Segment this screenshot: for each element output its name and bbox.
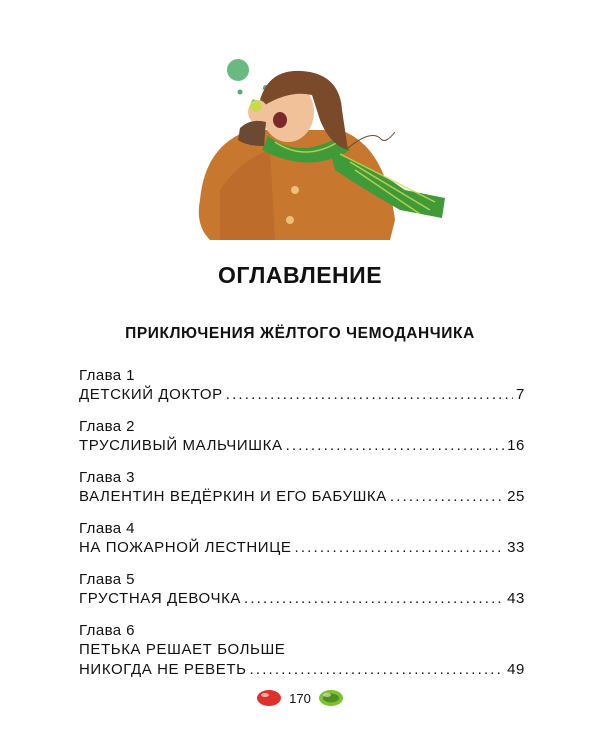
toc-entry [79, 519, 525, 558]
section-title: ПРИКЛЮЧЕНИЯ ЖЁЛТОГО ЧЕМОДАНЧИКА [125, 325, 475, 342]
green-candy-icon [317, 688, 345, 708]
dot-leader [244, 589, 504, 609]
dot-leader [286, 436, 505, 456]
page-ref: 25 [507, 488, 525, 505]
boy-with-scarf-image [180, 50, 470, 250]
toc-entry [79, 570, 525, 609]
toc-line[interactable] [79, 538, 525, 558]
page-title: ОГЛАВЛЕНИЕ [217, 262, 383, 288]
chapter-label: Глава 5 [79, 571, 135, 588]
toc-entry [79, 417, 525, 456]
chapter-title: ДЕТСКИЙ ДОКТОР [79, 386, 223, 403]
chapter-label: Глава 3 [79, 469, 135, 486]
page-number: 170 [289, 690, 311, 706]
dot-leader [250, 660, 505, 680]
toc-line[interactable] [79, 385, 525, 405]
toc-line[interactable] [79, 589, 525, 609]
page-ref: 7 [516, 386, 525, 403]
red-candy-icon [255, 688, 283, 708]
chapter-title: НА ПОЖАРНОЙ ЛЕСТНИЦЕ [79, 539, 292, 556]
chapter-label: Глава 2 [79, 418, 135, 435]
dot-leader [390, 487, 504, 507]
chapter-title: ВАЛЕНТИН ВЕДЁРКИН И ЕГО БАБУШКА [79, 488, 387, 505]
page-ref: 43 [507, 590, 525, 607]
dot-leader [295, 538, 505, 558]
chapter-title: НИКОГДА НЕ РЕВЕТЬ [79, 661, 247, 678]
toc-entry [79, 621, 525, 680]
dot-leader [226, 385, 513, 405]
chapter-title: ТРУСЛИВЫЙ МАЛЬЧИШКА [79, 437, 283, 454]
boy-illustration [180, 50, 470, 250]
toc-entry [79, 468, 525, 507]
toc-line[interactable] [79, 436, 525, 456]
chapter-label: Глава 1 [79, 367, 135, 384]
toc-entry [79, 366, 525, 405]
chapter-title-line: ПЕТЬКА РЕШАЕТ БОЛЬШЕ [79, 641, 286, 658]
chapter-label: Глава 4 [79, 520, 135, 537]
toc-line[interactable] [79, 487, 525, 507]
page-ref: 49 [507, 661, 525, 678]
chapter-title: ГРУСТНАЯ ДЕВОЧКА [79, 590, 242, 607]
page-ref: 16 [507, 437, 525, 454]
table-of-contents [79, 366, 525, 692]
page-ref: 33 [507, 539, 525, 556]
page-footer [0, 686, 600, 710]
toc-line[interactable] [79, 660, 525, 680]
chapter-label: Глава 6 [79, 622, 135, 639]
